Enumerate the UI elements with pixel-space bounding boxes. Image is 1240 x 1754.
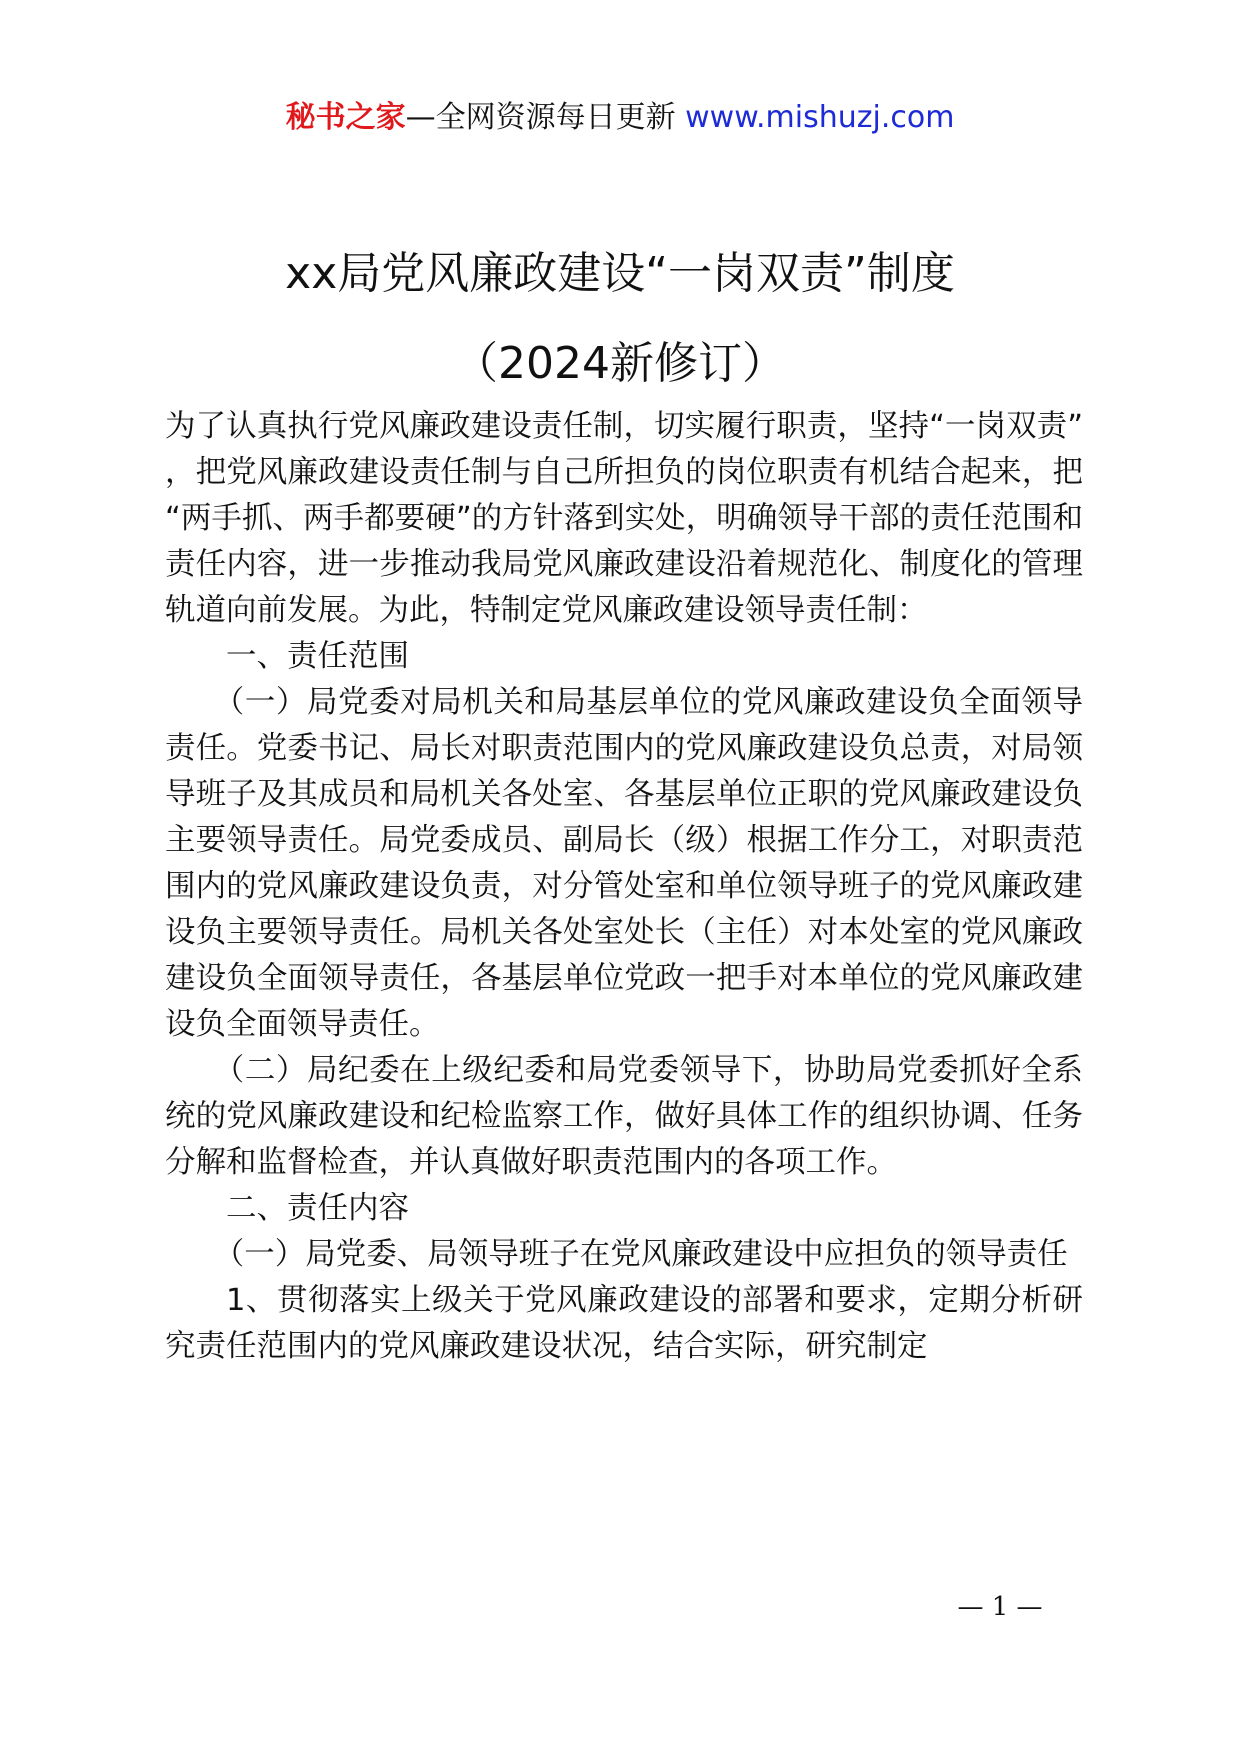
paragraph-content-1: （一）局党委、局领导班子在党风廉政建设中应担负的领导责任 [213,1237,1068,1272]
paragraph-scope-1: （一）局党委对局机关和局基层单位的党风廉政建设负全面领导责任。党委书记、局长对职责范围内的党风廉政建设负总责，对局领导班子及其成员和局机关各处室、各基层单位正职的党风廉政建设负主要领导责任。局党委成员、副局长（级）根据工作分工，对职责范围内的党风廉政建设负责，对分管处室和单位领导班子的党风廉政建设负主要领导责任。局机关各处室处长（主任）对本处室的党风廉政建设负全面领导责任，各基层单位党政一把手对本单位的党风廉政建设负全面领导责任。 [165,685,1083,1042]
site-brand: 秘书之家 [285,100,406,135]
paragraph-intro: 为了认真执行党风廉政建设责任制，切实履行职责，坚持“一岗双责”，把党风廉政建设责任制与自己所担负的岗位职责有机结合起来，把“两手抓、两手都要硬”的方针落到实处，明确领导干部的责任范围和责任内容，进一步推动我局党风廉政建设沿着规范化、制度化的管理轨道向前发展。为此，特制定党风廉政建设领导责任制： [165,409,1083,628]
section-heading-content: 二、责任内容 [226,1191,409,1226]
section-heading-scope: 一、责任范围 [226,639,409,674]
site-slogan: —全网资源每日更新 [405,100,686,135]
page-number [0,1590,1240,1624]
paragraph-scope-2: （二）局纪委在上级纪委和局党委领导下，协助局党委抓好全系统的党风廉政建设和纪检监察工作，做好具体工作的组织协调、任务分解和监督检查，并认真做好职责范围内的各项工作。 [165,1053,1083,1180]
document-body [165,404,1083,1370]
document-subtitle: （2024新修订） [454,338,786,389]
site-url-link[interactable]: www.mishuzj.com [685,100,955,135]
paragraph-content-item-1: 1、贯彻落实上级关于党风廉政建设的部署和要求，定期分析研究责任范围内的党风廉政建设状况，结合实际，研究制定 [165,1283,1083,1364]
site-header [0,98,1240,138]
document-title: xx局党风廉政建设“一岗双责”制度 [285,248,955,299]
page-number-text: — 1 — [957,1592,1043,1622]
